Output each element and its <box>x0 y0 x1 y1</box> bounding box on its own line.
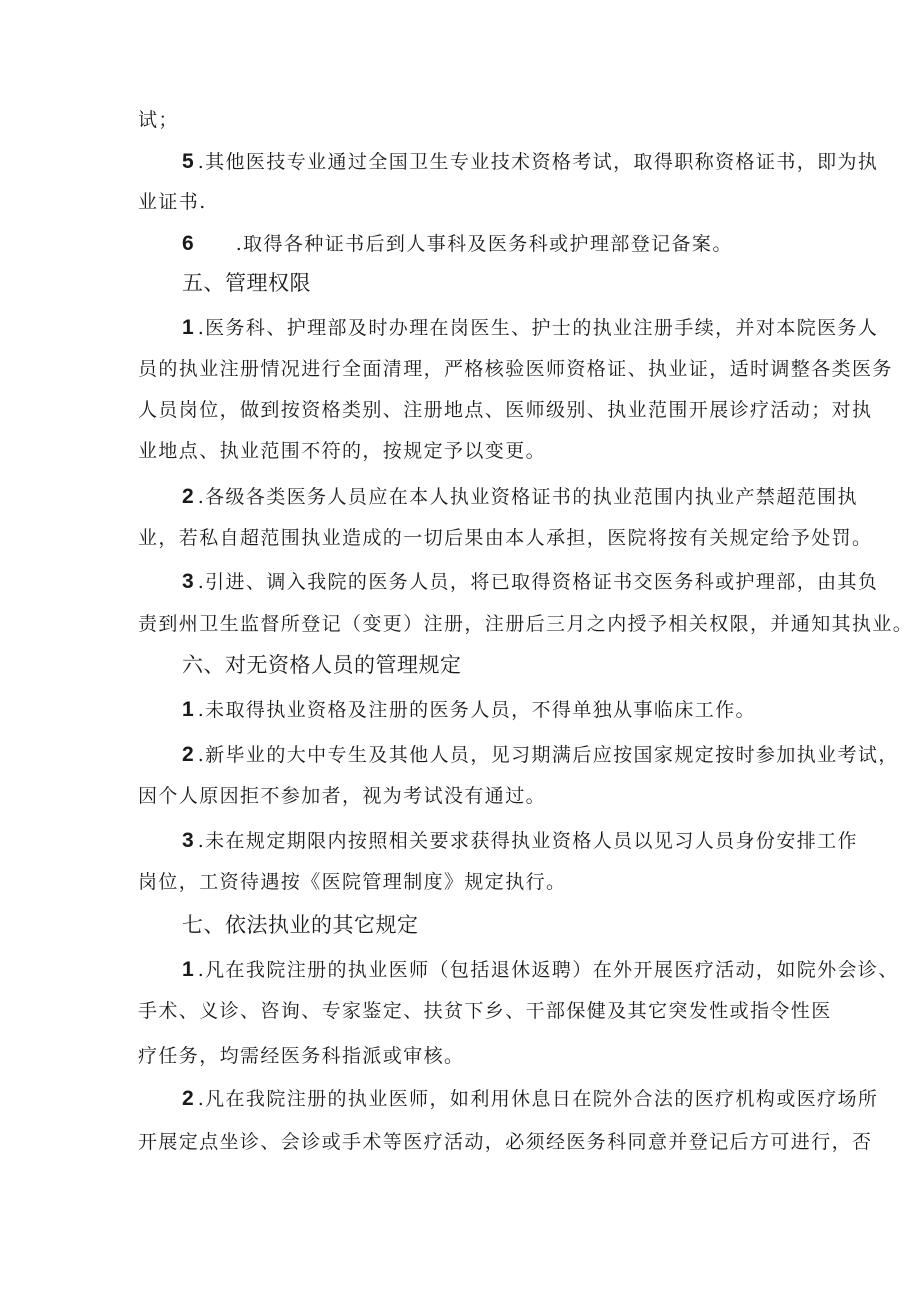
line-text: 疗任务，均需经医务科指派或审核。 <box>138 1045 465 1067</box>
line-text: 责到州卫生监督所登记（变更）注册，注册后三月之内授予相关权限，并通知其执业。 <box>138 613 914 635</box>
text-line <box>138 999 832 1023</box>
line-text: .其他医技专业通过全国卫生专业技术资格考试，取得职称资格证书，即为执 <box>197 151 879 173</box>
line-text: .新毕业的大中专生及其他人员，见习期满后应按国家规定按时参加执业考试， <box>197 744 899 766</box>
section-heading-6: 六、对无资格人员的管理规定 <box>182 653 462 677</box>
item-number: 1 <box>182 316 194 339</box>
item-number: 2 <box>182 1087 194 1110</box>
item-number: 1 <box>182 698 194 721</box>
line-text: 业地点、执业范围不符的，按规定予以变更。 <box>138 440 547 462</box>
item-number: 3 <box>182 570 194 593</box>
list-item-1 <box>182 698 756 722</box>
text-line <box>138 526 872 550</box>
item-number: 2 <box>182 743 194 766</box>
text-line <box>138 870 566 894</box>
item-number: 1 <box>182 958 194 981</box>
text-line <box>138 108 179 132</box>
line-text: 开展定点坐诊、会诊或手术等医疗活动，必须经医务科同意并登记后方可进行，否 <box>138 1131 873 1153</box>
text-line <box>138 398 872 422</box>
text-line <box>138 190 207 214</box>
line-text: 人员岗位，做到按资格类别、注册地点、医师级别、执业范围开展诊疗活动；对执 <box>138 399 873 421</box>
list-item-5 <box>182 150 878 174</box>
section-heading-5: 五、管理权限 <box>182 271 311 295</box>
section-heading-7: 七、依法执业的其它规定 <box>182 913 419 937</box>
item-number: 6 <box>182 232 194 255</box>
line-text: .未取得执业资格及注册的医务人员，不得单独从事临床工作。 <box>197 699 756 721</box>
line-text: 试； <box>138 109 179 131</box>
list-item-2 <box>182 743 899 767</box>
line-text: .未在规定期限内按照相关要求获得执业资格人员以见习人员身份安排工作 <box>197 830 858 852</box>
list-item-1 <box>182 958 899 982</box>
item-number: 2 <box>182 485 194 508</box>
line-text: .凡在我院注册的执业医师，如利用休息日在院外合法的医疗机构或医疗场所 <box>197 1088 879 1110</box>
line-text: .取得各种证书后到人事科及医务科或护理部登记备案。 <box>235 233 733 255</box>
item-number: 5 <box>182 150 194 173</box>
list-item-3 <box>182 829 858 853</box>
line-text: 业，若私自超范围执业造成的一切后果由本人承担，医院将按有关规定给予处罚。 <box>138 527 873 549</box>
line-text: .凡在我院注册的执业医师（包括退休返聘）在外开展医疗活动，如院外会诊、 <box>197 959 899 981</box>
list-item-2 <box>182 1087 878 1111</box>
line-text: .引进、调入我院的医务人员，将已取得资格证书交医务科或护理部，由其负 <box>197 571 879 593</box>
text-line <box>138 1044 464 1068</box>
list-item-1 <box>182 316 878 340</box>
item-number: 3 <box>182 829 194 852</box>
list-item-2 <box>182 485 858 509</box>
line-text: 因个人原因拒不参加者，视为考试没有通过。 <box>138 785 547 807</box>
line-text: 员的执业注册情况进行全面清理，严格核验医师资格证、执业证，适时调整各类医务 <box>138 358 893 380</box>
text-line <box>138 1130 872 1154</box>
text-line <box>138 439 546 463</box>
list-item-6 <box>182 232 733 256</box>
line-text: .医务科、护理部及时办理在岗医生、护士的执业注册手续，并对本院医务人 <box>197 317 879 339</box>
line-text: 手术、义诊、咨询、专家鉴定、扶贫下乡、干部保健及其它突发性或指令性医 <box>138 1000 832 1022</box>
text-line <box>138 612 913 636</box>
text-line <box>138 784 546 808</box>
line-text: 业证书. <box>138 191 207 213</box>
list-item-3 <box>182 570 878 594</box>
line-text: .各级各类医务人员应在本人执业资格证书的执业范围内执业产禁超范围执 <box>197 486 858 508</box>
text-line <box>138 357 893 381</box>
line-text: 岗位，工资待遇按《医院管理制度》规定执行。 <box>138 871 567 893</box>
